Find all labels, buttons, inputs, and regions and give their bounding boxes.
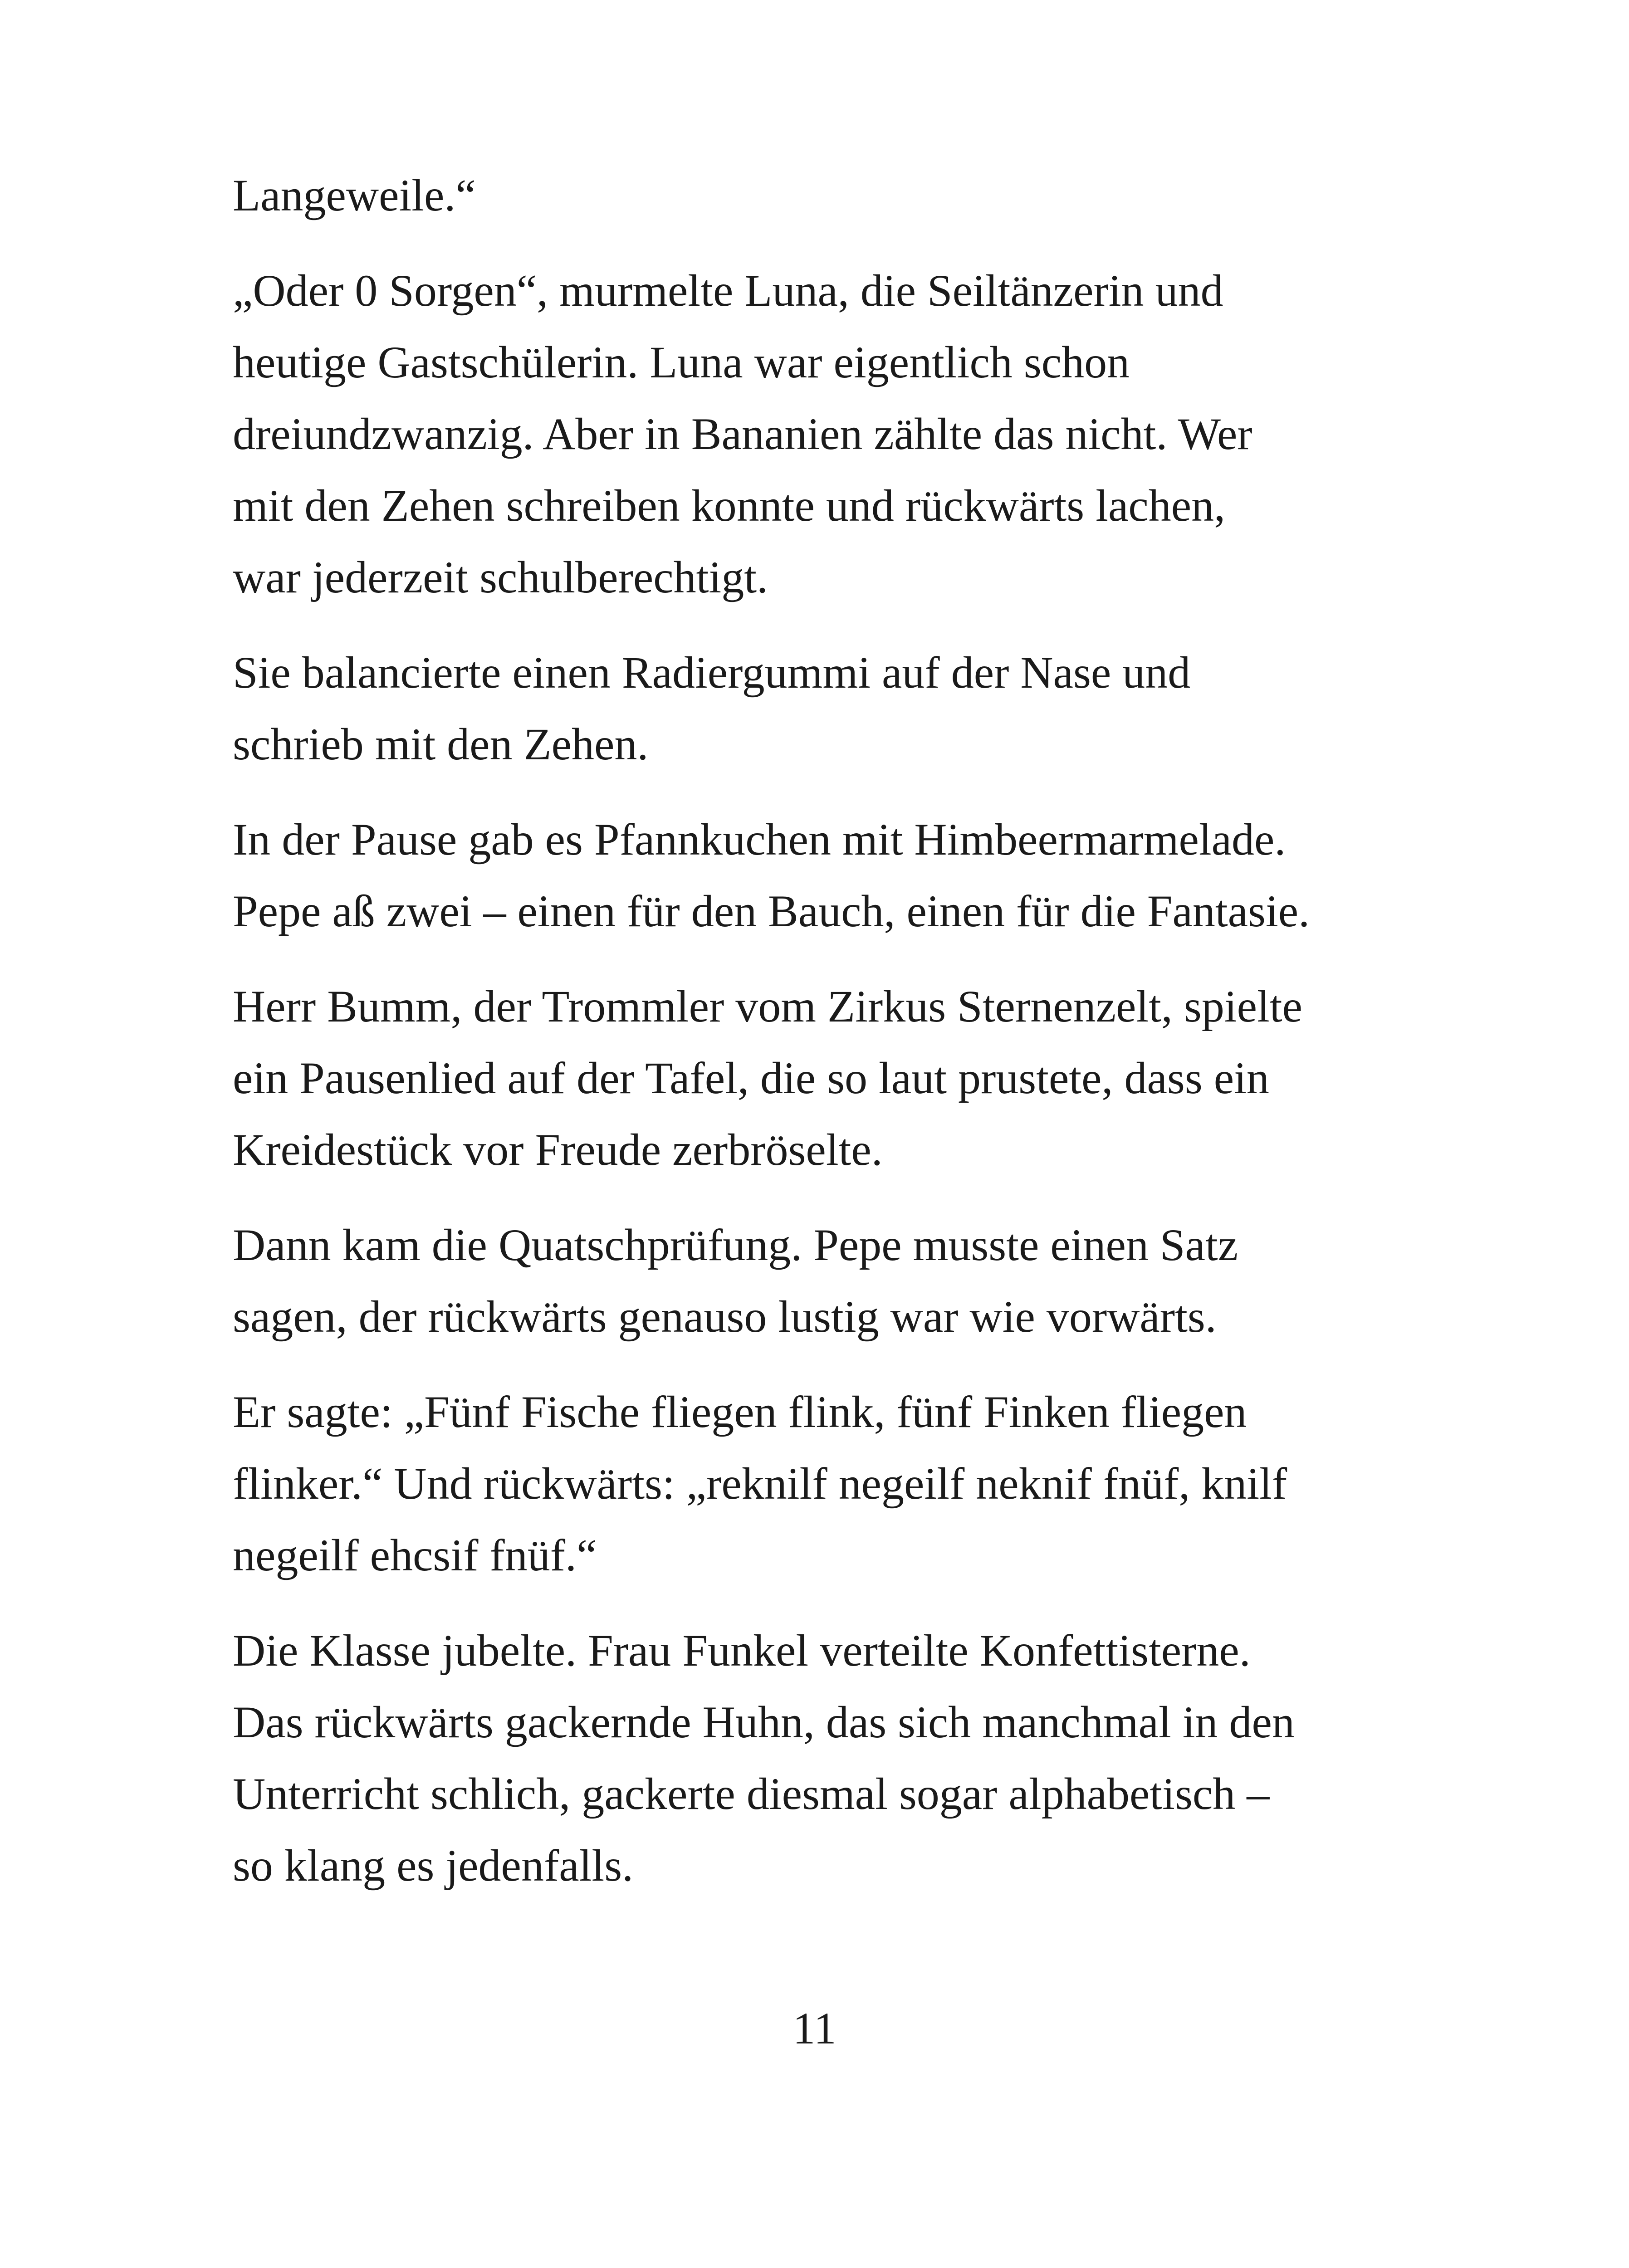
- body-text: [233, 160, 1448, 1925]
- paragraph: Langeweile.“: [233, 170, 476, 220]
- paragraph: „Oder 0 Sorgen“, murmelte Luna, die Seiltänzerin und heutige Gastschülerin. Luna war eigentlich schon dreiundzwanzig. Aber in Bananien zählte das nicht. Wer mit den Zehen schreiben konnte und rückwärts lachen, war jederzeit schulberechtigt.: [233, 265, 1252, 602]
- paragraph: Herr Bumm, der Trommler vom Zirkus Sternenzelt, spielte ein Pausenlied auf der Tafel, die so laut prustete, dass ein Kreidestück vor Freude zerbröselte.: [233, 981, 1302, 1175]
- paragraph: Dann kam die Quatschprüfung. Pepe musste einen Satz sagen, der rückwärts genauso lustig war wie vorwärts.: [233, 1220, 1238, 1342]
- paragraph: In der Pause gab es Pfannkuchen mit Himbeermarmelade. Pepe aß zwei – einen für den Bauch, einen für die Fantasie.: [233, 814, 1310, 936]
- paragraph: Sie balancierte einen Radiergummi auf der Nase und schrieb mit den Zehen.: [233, 647, 1191, 769]
- paragraph: Er sagte: „Fünf Fische fliegen flink, fünf Finken fliegen flinker.“ Und rückwärts: „reknilf negeilf neknif fnüf, knilf negeilf ehcsif fnüf.“: [233, 1387, 1287, 1580]
- paragraph: Die Klasse jubelte. Frau Funkel verteilte Konfettisterne. Das rückwärts gackernde Huhn, das sich manchmal in den Unterricht schlich, gackerte diesmal sogar alphabetisch – so klang es jedenfalls.: [233, 1625, 1295, 1891]
- page-number: 11: [792, 2003, 837, 2053]
